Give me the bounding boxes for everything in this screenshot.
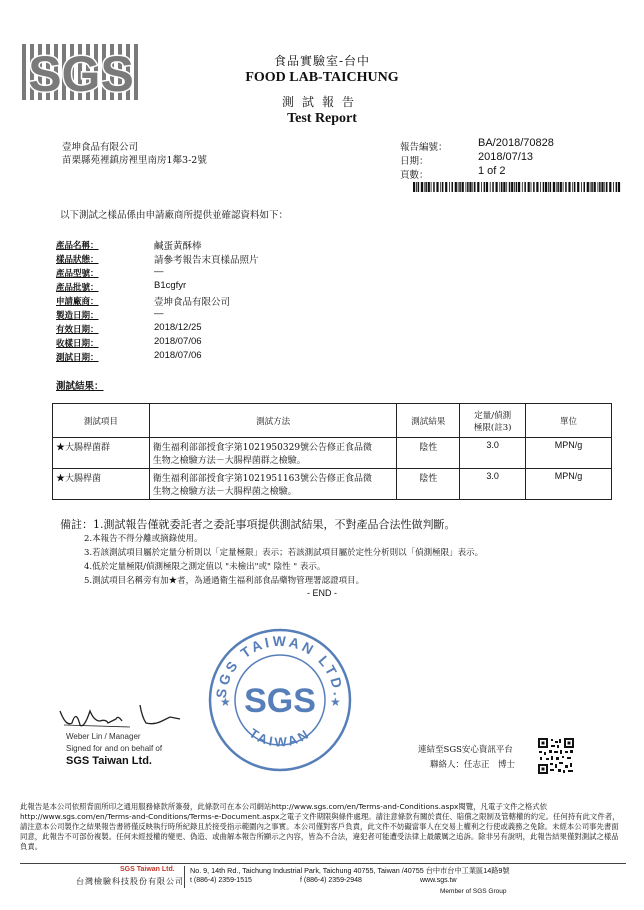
table-header-row xyxy=(53,404,612,438)
col-header-limit xyxy=(460,404,526,438)
barcode-bar xyxy=(492,182,494,192)
barcode-bar xyxy=(442,182,444,192)
signer-name: Weber Lin / Manager xyxy=(66,732,141,741)
barcode-bar xyxy=(563,182,564,192)
field-label-mfg-date: 製造日期： xyxy=(56,311,99,321)
barcode-bar xyxy=(531,182,532,192)
field-value-received-date: 2018/07/06 xyxy=(154,336,202,347)
barcode-bar xyxy=(486,182,488,192)
barcode-bar xyxy=(533,182,535,192)
barcode-bar xyxy=(618,182,620,192)
svg-text:TAIWAN xyxy=(247,725,314,749)
barcode-bar xyxy=(462,182,464,192)
barcode-bar xyxy=(516,182,518,192)
field-value-mfg-date: — xyxy=(154,308,164,319)
note-4: 4.低於定量極限/偵測極限之測定值以 "未檢出"或" 陰性 " 表示。 xyxy=(84,562,326,572)
barcode-bar xyxy=(574,182,576,192)
barcode-bar xyxy=(472,182,473,192)
barcode-bar xyxy=(433,182,435,192)
field-value-applicant: 壹坤食品有限公司 xyxy=(154,297,231,308)
footer-address: No. 9, 14th Rd., Taichung Industrial Park, Taichung 40755, Taiwan /40755 台中市台中工業區14路9號 xyxy=(190,866,510,875)
logo-text: SGS xyxy=(28,46,134,100)
barcode-bar xyxy=(503,182,505,192)
sgs-platform-link-text: 連結至SGS安心資訊平台 xyxy=(418,745,513,755)
barcode-bar xyxy=(469,182,471,192)
method-line: 生物之檢驗方法－大腸桿菌群之檢驗。 xyxy=(152,456,306,466)
field-label-received-date: 收樣日期： xyxy=(56,339,99,349)
report-no-label: 報告編號： xyxy=(400,142,448,153)
barcode-bar xyxy=(440,182,441,192)
barcode-bar xyxy=(587,182,589,192)
contact-person: 聯絡人：任志正 博士 xyxy=(430,760,516,770)
star-icon: ★ xyxy=(220,695,231,709)
barcode-bar xyxy=(557,182,559,192)
footer-disclaimer: 此報告是本公司依照背面所印之通用服務條款所簽發，此條款可在本公司網站http://www.sgs.com/en/Terms-and-Conditions.aspx閱覽，凡電子文件之格式依http://www.sgs.com/en/Terms-and-Conditions/Terms-e-Document.aspx之電子文件期限與條件處理。請注意條款有關於責任、賠償之限制及管轄權的約定。任何持有此文件者，請注意本公司製作之結果報告書將僅反映執行時所紀錄且於接受指示範圍內之事實。本公司僅對客戶負責，此文件不妨礙當事人在交易上權利之行使或義務之免除。未經本公司事先書面同意，此報告不可部份複製。任何未經授權的變更、偽造、或曲解本報告所顯示之內容，皆為不合法，違犯者可能遭受法律上最嚴厲之追訴。除非另有說明，此報告結果僅對測試之樣品負責。 xyxy=(20,802,620,851)
barcode-bar xyxy=(584,182,586,192)
barcode-bar xyxy=(577,182,579,192)
barcode-bar xyxy=(616,182,618,192)
report-no: BA/2018/70828 xyxy=(478,137,554,149)
barcode-bar xyxy=(459,182,461,192)
barcode-bar xyxy=(522,182,523,192)
signed-on-behalf: Signed for and on behalf of xyxy=(66,744,163,753)
barcode-bar xyxy=(598,182,599,192)
barcode-bar xyxy=(556,182,557,192)
barcode-bar xyxy=(553,182,555,192)
col-header-item: 測試項目 xyxy=(53,404,150,438)
report-title-cn: 測試報告 xyxy=(281,95,362,109)
star-icon: ★ xyxy=(330,695,341,709)
barcode-bar xyxy=(550,182,552,192)
cell-result: 陰性 xyxy=(397,438,460,469)
barcode-bar xyxy=(445,182,447,192)
method-line: 生物之檢驗方法－大腸桿菌之檢驗。 xyxy=(152,487,297,497)
barcode-bar xyxy=(418,182,420,192)
field-label-model: 產品型號： xyxy=(56,269,99,279)
footer-member: Member of SGS Group xyxy=(440,888,507,895)
barcode-bar xyxy=(496,182,498,192)
limit-header-line2: 極限(註3) xyxy=(473,422,512,433)
field-label-batch: 產品批號： xyxy=(56,283,99,293)
date-label: 日期： xyxy=(400,156,429,167)
barcode-bar xyxy=(604,182,605,192)
barcode-bar xyxy=(449,182,450,192)
barcode-bar xyxy=(421,182,423,192)
col-header-result: 測試結果 xyxy=(397,404,460,438)
barcode-bar xyxy=(436,182,438,192)
barcode-bar xyxy=(560,182,562,192)
field-label-test-date: 測試日期： xyxy=(56,353,99,363)
barcode-bar xyxy=(413,182,415,192)
barcode-bar xyxy=(514,182,515,192)
cell-limit: 3.0 xyxy=(460,469,526,500)
footer-company-cn: 台灣檢驗科技股份有限公司 xyxy=(76,877,184,886)
col-header-unit: 單位 xyxy=(526,404,612,438)
barcode-bar xyxy=(452,182,454,192)
page-number: 1 of 2 xyxy=(478,165,506,177)
note-3: 3.若該測試項目屬於定量分析則以「定量極限」表示；若該測試項目屬於定性分析則以「偵測極限」表示。 xyxy=(84,548,484,558)
barcode-bar xyxy=(416,182,417,192)
barcode-bar xyxy=(572,182,573,192)
barcode-bar xyxy=(565,182,567,192)
barcode-bar xyxy=(518,182,520,192)
cell-limit: 3.0 xyxy=(460,438,526,469)
report-title-en: Test Report xyxy=(287,111,357,126)
footer-fax: f (886-4) 2359-2948 xyxy=(300,877,362,884)
barcode-bar xyxy=(474,182,476,192)
note-1: 備註：1.測試報告僅就委託者之委託事項提供測試結果，不對產品合法性做判斷。 xyxy=(60,518,456,531)
stamp-top-text: SGS TAIWAN LTD. xyxy=(212,632,348,700)
field-value-sample-status: 請參考報告末頁樣品照片 xyxy=(154,255,259,266)
note-2: 2.本報告不得分離或摘錄使用。 xyxy=(84,534,203,544)
note-5: 5.測試項目名稱旁有加★者，為通過衛生福利部食品藥物管理署認證項目。 xyxy=(84,576,365,586)
barcode-bar xyxy=(524,182,526,192)
barcode-bar xyxy=(540,182,541,192)
footer-company-en: SGS Taiwan Ltd. xyxy=(120,866,175,873)
client-name: 壹坤食品有限公司 xyxy=(62,142,139,153)
barcode-bar xyxy=(424,182,425,192)
cell-unit: MPN/g xyxy=(526,438,612,469)
field-value-model: — xyxy=(154,266,164,277)
barcode-bar xyxy=(511,182,513,192)
field-value-expiry-date: 2018/12/25 xyxy=(154,322,202,333)
field-label-sample-status: 樣品狀態： xyxy=(56,255,99,265)
table-row xyxy=(53,438,612,469)
limit-header-line1: 定量/偵測 xyxy=(474,410,512,421)
barcode-bar xyxy=(466,182,467,192)
barcode-bar xyxy=(528,182,530,192)
field-value-product-name: 鹹蛋黃酥棒 xyxy=(154,241,202,252)
intro-text: 以下測試之樣品係由申請廠商所提供並確認資料如下： xyxy=(60,210,289,221)
barcode-bar xyxy=(536,182,538,192)
footer-website: www.sgs.tw xyxy=(420,877,457,884)
stamp-bottom-text: TAIWAN xyxy=(246,725,314,750)
barcode-bar xyxy=(609,182,611,192)
footer-vertical-divider xyxy=(184,866,185,888)
barcode-bar xyxy=(499,182,500,192)
handwritten-signature xyxy=(56,697,186,737)
footer-tel: t (886-4) 2359-1515 xyxy=(190,877,252,884)
barcode-bar xyxy=(509,182,511,192)
col-header-method: 測試方法 xyxy=(149,404,397,438)
barcode-bar xyxy=(591,182,593,192)
sgs-stamp xyxy=(206,626,354,774)
method-line: 衛生福利部部授食字第1021951163號公告修正食品微 xyxy=(152,474,373,484)
end-marker: - END - xyxy=(307,588,337,598)
field-label-applicant: 申請廠商： xyxy=(56,297,99,307)
barcode-bar xyxy=(467,182,469,192)
cell-item: ★大腸桿菌群 xyxy=(53,438,150,469)
cell-method xyxy=(149,438,397,469)
qr-code-icon xyxy=(538,738,574,774)
barcode-bar xyxy=(606,182,608,192)
barcode-bar xyxy=(484,182,486,192)
barcode-bar xyxy=(481,182,482,192)
field-value-batch: B1cgfyr xyxy=(154,280,187,291)
field-label-product-name: 產品名稱： xyxy=(56,241,99,251)
barcode-bar xyxy=(548,182,549,192)
barcode-bar xyxy=(477,182,479,192)
barcode-bar xyxy=(594,182,596,192)
page-label: 頁數： xyxy=(400,170,429,181)
barcode-bar xyxy=(455,182,457,192)
table-row xyxy=(53,469,612,500)
footer-divider xyxy=(20,863,626,864)
method-line: 衛生福利部部授食字第1021950329號公告修正食品微 xyxy=(152,443,373,453)
cell-unit: MPN/g xyxy=(526,469,612,500)
cell-item: ★大腸桿菌 xyxy=(53,469,150,500)
barcode-bar xyxy=(601,182,603,192)
cell-result: 陰性 xyxy=(397,469,460,500)
lab-name-cn: 食品實驗室-台中 xyxy=(273,54,371,68)
field-label-expiry-date: 有效日期： xyxy=(56,325,99,335)
barcode-bar xyxy=(425,182,427,192)
field-value-test-date: 2018/07/06 xyxy=(154,350,202,361)
barcode-bar xyxy=(428,182,430,192)
barcode-bar xyxy=(543,182,545,192)
barcode-bar xyxy=(458,182,459,192)
barcode-bar xyxy=(490,182,491,192)
signing-company: SGS Taiwan Ltd. xyxy=(66,755,152,767)
barcode-bar xyxy=(599,182,601,192)
results-title: 測試結果： xyxy=(56,381,104,392)
barcode-bar xyxy=(545,182,547,192)
cell-method xyxy=(149,469,397,500)
stamp-center-text: SGS xyxy=(244,682,316,720)
barcode-bar xyxy=(568,182,570,192)
results-table xyxy=(52,403,612,500)
barcode-bar xyxy=(501,182,503,192)
barcode-bar xyxy=(506,182,507,192)
barcode-bar xyxy=(590,182,591,192)
barcode-bar xyxy=(581,182,582,192)
report-date: 2018/07/13 xyxy=(478,151,534,163)
client-address: 苗栗縣苑裡鎮房裡里南房1鄰3-2號 xyxy=(62,155,207,166)
barcode-bar xyxy=(431,182,432,192)
lab-name-en: FOOD LAB-TAICHUNG xyxy=(245,70,399,85)
barcode-bar xyxy=(613,182,614,192)
barcode xyxy=(413,182,621,192)
